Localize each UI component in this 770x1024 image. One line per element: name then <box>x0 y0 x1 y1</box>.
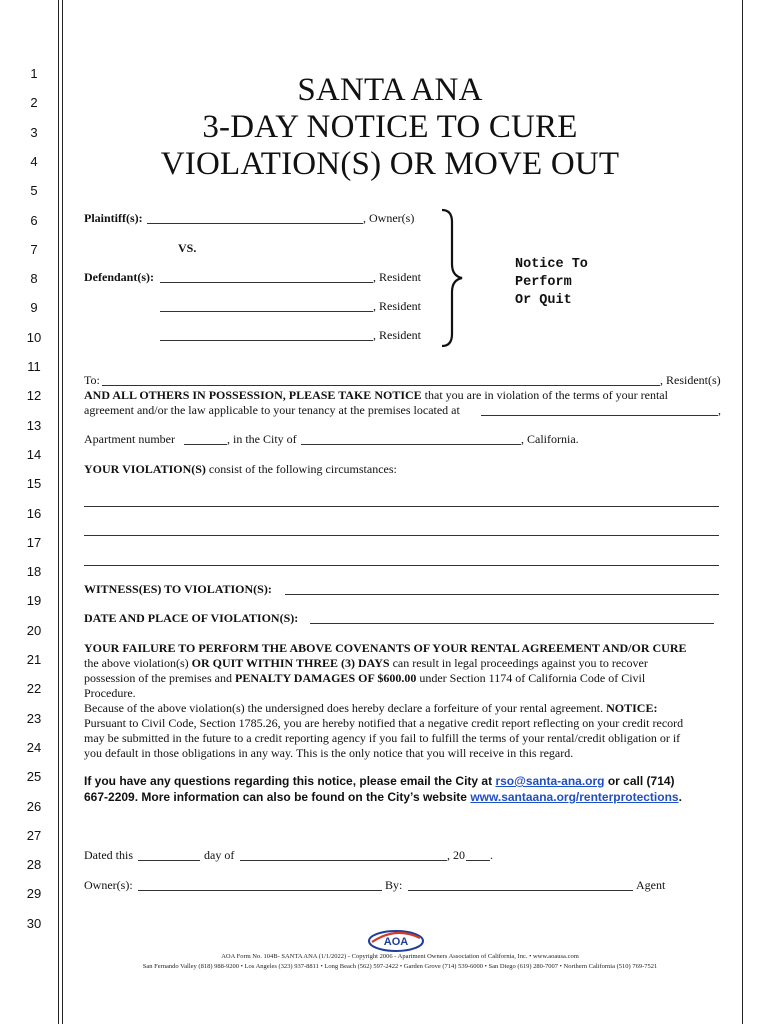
violation-field-2[interactable] <box>84 535 719 536</box>
date-place-field[interactable] <box>310 623 714 624</box>
line-number: 1 <box>30 66 38 81</box>
failure-line-1: YOUR FAILURE TO PERFORM THE ABOVE COVENANTS OF YOUR RENTAL AGREEMENT AND/OR CURE <box>84 641 687 655</box>
line-number: 2 <box>30 95 38 111</box>
line-number: 28 <box>26 857 42 873</box>
defendant-field-2[interactable] <box>160 311 373 312</box>
owner-signature-label: Owner(s): <box>84 878 133 892</box>
to-label: To: <box>84 373 100 387</box>
defendant-label: Defendant(s): <box>84 270 154 284</box>
failure-line-3b: PENALTY DAMAGES OF $600.00 <box>234 671 417 685</box>
premises-comma: , <box>718 403 721 417</box>
line-number: 14 <box>26 446 42 462</box>
credit-line-2: may be submitted in the future to a credit reporting agency if you fail to fulfill the terms of your rental/credit obligation or if <box>84 731 681 745</box>
line-number: 25 <box>26 769 42 785</box>
questions-period: . <box>678 790 682 804</box>
by-label: By: <box>385 878 403 892</box>
aoa-logo-icon <box>366 928 426 954</box>
notice-label: NOTICE: <box>606 701 658 715</box>
credit-line-3: you default in those obligations in any way. This is the only notice that you will receive in this regard. <box>84 746 574 760</box>
witness-field[interactable] <box>285 594 719 595</box>
line-number: 8 <box>30 271 38 287</box>
footer-line-1: AOA Form No. 104B- SANTA ANA (1/1/2022) - Copyright 2006 - Apartment Owners Association of California, Inc. • www.aoausa.com <box>221 953 579 960</box>
city-label: , in the City of <box>227 432 297 446</box>
agent-label: Agent <box>636 878 666 892</box>
state-label: , California. <box>521 432 579 446</box>
city-website-link[interactable]: www.santaana.org/renterprotections <box>470 790 679 804</box>
violation-field-1[interactable] <box>84 506 719 507</box>
notice-line-3: Or Quit <box>515 293 572 308</box>
line-number: 29 <box>26 886 42 902</box>
line-number: 22 <box>26 681 42 697</box>
line-number: 6 <box>30 212 38 228</box>
dated-month-field[interactable] <box>240 860 447 861</box>
notice-line-1: Notice To <box>515 257 588 272</box>
line-number: 23 <box>26 710 42 726</box>
line-number: 27 <box>26 827 42 843</box>
by-signature-field[interactable] <box>408 890 633 891</box>
title-line-1: SANTA ANA <box>297 72 483 108</box>
questions-paragraph <box>84 773 682 805</box>
title-line-2: 3-DAY NOTICE TO CURE <box>202 109 578 145</box>
forfeiture-text: Because of the above violation(s) the undersigned does hereby declare a forfeiture of your rental agreement. <box>84 701 607 715</box>
defendant-field-3[interactable] <box>160 340 373 341</box>
questions-text-2: or call (714) <box>604 774 675 788</box>
line-number: 24 <box>26 739 42 755</box>
failure-line-2b: OR QUIT WITHIN THREE (3) DAYS <box>191 656 390 670</box>
questions-text-3: 667-2209. More information can also be found on the City’s website <box>84 790 471 804</box>
all-others-rest: that you are in violation of the terms of your rental <box>421 388 668 402</box>
notice-to-perform-box <box>515 256 588 310</box>
line-number: 11 <box>27 359 41 374</box>
violations-bold: YOUR VIOLATION(S) <box>84 462 206 476</box>
plaintiff-field[interactable] <box>147 223 363 224</box>
line-number: 21 <box>26 652 42 667</box>
notice-paragraph <box>84 388 724 403</box>
failure-line-3c: under Section 1174 of California Code of Civil <box>416 671 646 685</box>
credit-line-1: Pursuant to Civil Code, Section 1785.26, you are hereby notified that a negative credit report reflecting on your credit record <box>84 716 684 730</box>
failure-line-2c: can result in legal proceedings against you to recover <box>389 656 648 670</box>
resident-label-1: , Resident <box>373 270 421 284</box>
versus-label: VS. <box>178 241 197 255</box>
footer-line-2: San Fernando Valley (818) 988-9200 • Los Angeles (323) 937-8811 • Long Beach (562) 597-2422 • Garden Grove (714) 539-6000 • San Diego (619) 280-7007 • Northern California (510) 769-7521 <box>142 963 658 970</box>
left-margin-rule-1 <box>58 0 59 1024</box>
failure-line-3a: possession of the premises and <box>84 671 235 685</box>
resident-label-2: , Resident <box>373 299 421 313</box>
line-number: 9 <box>30 300 38 316</box>
line-number: 12 <box>26 388 42 404</box>
defendant-field-1[interactable] <box>160 282 373 283</box>
footer <box>60 952 740 972</box>
title-line-3: VIOLATION(S) OR MOVE OUT <box>160 146 620 182</box>
line-number: 4 <box>30 153 38 169</box>
resident-label-3: , Resident <box>373 328 421 342</box>
all-others-text: AND ALL OTHERS IN POSSESSION, PLEASE TAKE NOTICE <box>84 388 422 402</box>
year-prefix: , 20 <box>447 848 465 862</box>
failure-line-2a: the above violation(s) <box>84 656 192 670</box>
line-number: 18 <box>26 564 42 580</box>
premises-text: agreement and/or the law applicable to your tenancy at the premises located at <box>84 403 460 417</box>
line-number: 10 <box>26 329 42 345</box>
line-number: 15 <box>26 476 42 492</box>
city-field[interactable] <box>301 444 521 445</box>
premises-field[interactable] <box>481 415 718 416</box>
city-email-link[interactable]: rso@santa-ana.org <box>495 774 605 788</box>
caption-brace-icon <box>436 208 466 348</box>
line-number: 3 <box>30 124 38 140</box>
violation-field-3[interactable] <box>84 565 719 566</box>
line-number: 16 <box>26 505 42 521</box>
dated-year-field[interactable] <box>466 860 490 861</box>
line-number: 17 <box>26 534 42 550</box>
owner-label: , Owner(s) <box>363 211 415 225</box>
notice-line-2: Perform <box>515 275 572 290</box>
to-field[interactable] <box>102 385 660 386</box>
witness-label: WITNESS(ES) TO VIOLATION(S): <box>84 582 272 596</box>
failure-line-4: Procedure. <box>84 686 136 700</box>
apartment-field[interactable] <box>184 444 227 445</box>
year-period: . <box>490 848 493 862</box>
right-margin-rule <box>742 0 743 1024</box>
line-number: 13 <box>26 417 42 433</box>
page-title <box>60 72 720 183</box>
plaintiff-label: Plaintiff(s): <box>84 211 143 225</box>
line-number: 5 <box>30 183 38 199</box>
line-number: 7 <box>30 241 38 257</box>
failure-paragraph <box>84 641 724 761</box>
apartment-label: Apartment number <box>84 432 175 446</box>
owner-signature-field[interactable] <box>138 890 382 891</box>
line-number: 30 <box>26 915 42 931</box>
line-number: 26 <box>26 798 42 814</box>
line-number: 20 <box>26 622 42 638</box>
line-number: 19 <box>26 593 42 609</box>
questions-text-1: If you have any questions regarding this notice, please email the City at <box>84 774 496 788</box>
violations-heading <box>84 462 397 477</box>
date-place-label: DATE AND PLACE OF VIOLATION(S): <box>84 611 299 625</box>
violations-rest: consist of the following circumstances: <box>205 462 397 476</box>
day-of-label: day of <box>204 848 235 862</box>
dated-label: Dated this <box>84 848 133 862</box>
dated-day-field[interactable] <box>138 860 200 861</box>
aoa-logo-text: AOA <box>383 936 409 948</box>
residents-label: , Resident(s) <box>660 373 721 387</box>
